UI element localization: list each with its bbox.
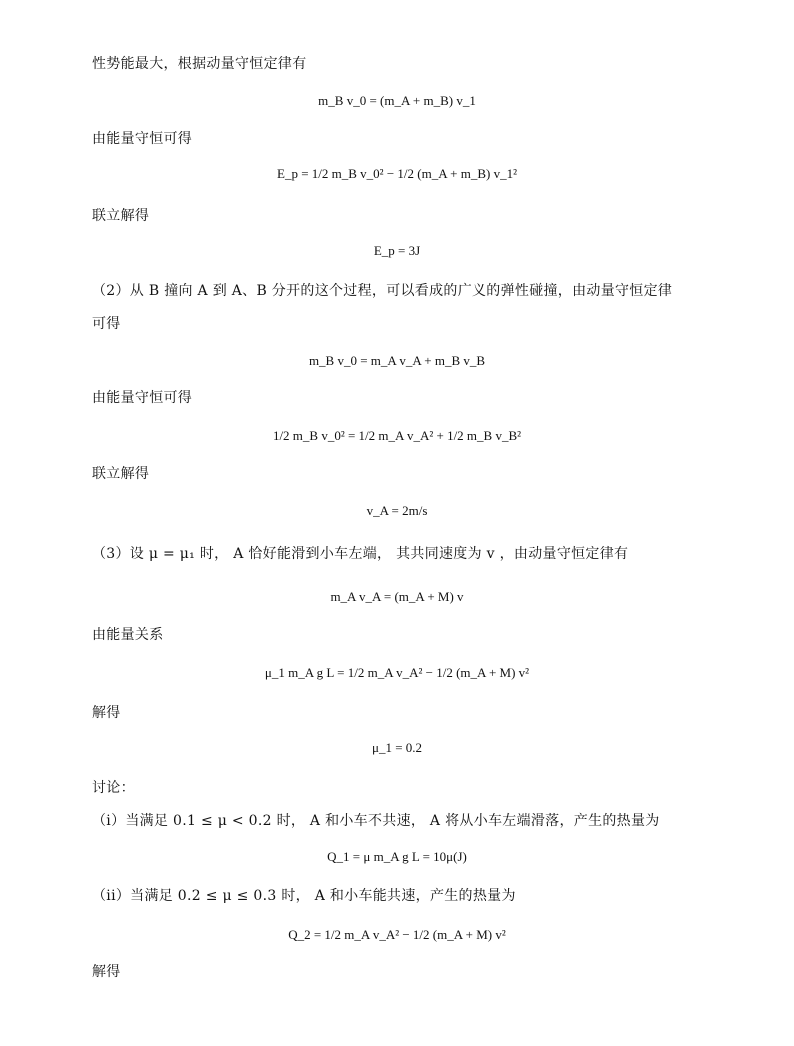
text-line-7: 联立解得 xyxy=(92,466,150,482)
text-line-1: 性势能最大，根据动量守恒定律有 xyxy=(92,56,307,72)
text-line-9: 由能量关系 xyxy=(92,627,164,643)
text-line-10: 解得 xyxy=(92,705,121,721)
equation-2: E_p = 1/2 m_B v_0² − 1/2 (m_A + m_B) v_1² xyxy=(277,166,517,181)
equation-8: μ_1 m_A g L = 1/2 m_A v_A² − 1/2 (m_A + M) v² xyxy=(264,665,530,680)
equation-9: μ_1 = 0.2 xyxy=(371,740,423,755)
text-line-4: （2）从 B 撞向 A 到 A、B 分开的这个过程，可以看成的广义的弹性碰撞，由动量守恒定律 xyxy=(92,283,673,299)
text-line-12: （i）当满足 0.1 ≤ μ < 0.2 时， A 和小车不共速， A 将从小车左端滑落，产生的热量为 xyxy=(92,813,660,829)
text-line-3: 联立解得 xyxy=(92,208,150,224)
text-line-2: 由能量守恒可得 xyxy=(92,131,193,147)
equation-4: m_B v_0 = m_A v_A + m_B v_B xyxy=(308,353,486,368)
equation-7: m_A v_A = (m_A + M) v xyxy=(330,589,464,604)
text-line-14: 解得 xyxy=(92,964,121,980)
text-line-11: 讨论： xyxy=(92,780,135,796)
equation-1: m_B v_0 = (m_A + m_B) v_1 xyxy=(318,93,476,108)
equation-11: Q_2 = 1/2 m_A v_A² − 1/2 (m_A + M) v² xyxy=(288,927,506,942)
equation-5: 1/2 m_B v_0² = 1/2 m_A v_A² + 1/2 m_B v_B² xyxy=(272,428,522,443)
equation-10: Q_1 = μ m_A g L = 10μ(J) xyxy=(327,849,467,864)
text-line-6: 由能量守恒可得 xyxy=(92,390,193,406)
text-line-8: （3）设 μ = μ₁ 时， A 恰好能滑到小车左端， 其共同速度为 v ，由动量守恒定律有 xyxy=(92,546,629,562)
equation-6: v_A = 2m/s xyxy=(366,503,428,518)
text-line-13: （ii）当满足 0.2 ≤ μ ≤ 0.3 时， A 和小车能共速，产生的热量为 xyxy=(92,888,516,904)
equation-3: E_p = 3J xyxy=(373,243,421,258)
text-line-5: 可得 xyxy=(92,316,121,332)
